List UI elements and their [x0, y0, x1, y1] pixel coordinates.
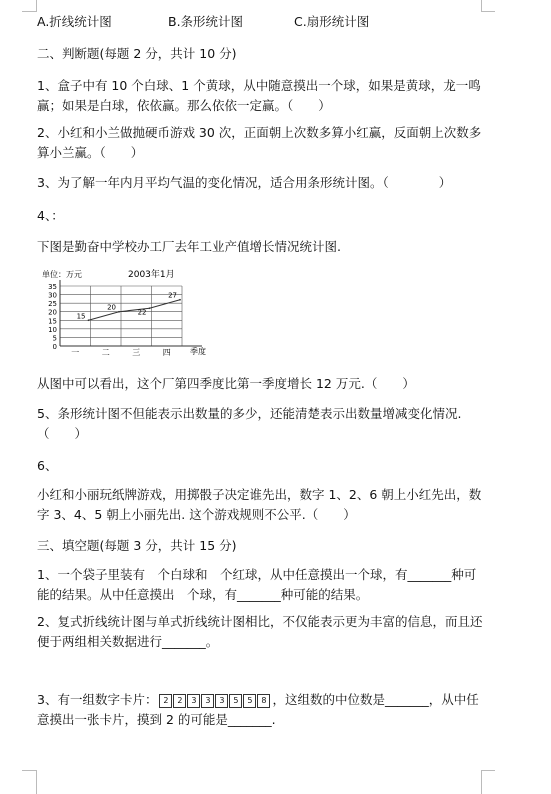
question-4-conclusion: 从图中可以看出，这个厂第四季度比第一季度增长 12 万元.（ ） [37, 376, 415, 391]
data-point [118, 311, 120, 313]
question-6: 小红和小丽玩纸牌游戏，用掷骰子决定谁先出，数字 1、2、6 朝上小红先出，数字 3、4、5 朝上小丽先出. 这个游戏规则不公平.（ ） [37, 487, 482, 522]
question-3: 3、为了解一年内月平均气温的变化情况，适合用条形统计图。（ ） [37, 175, 452, 190]
data-label: 20 [107, 303, 116, 312]
x-tick-label: 一 [71, 348, 80, 357]
fill-3-prefix: 3、有一组数字卡片： [37, 692, 158, 707]
section-3-title: 三、填空题(每题 3 分，共计 15 分) [37, 538, 237, 553]
y-tick-label: 5 [52, 334, 57, 343]
option-a: A.折线统计图 [37, 14, 112, 29]
data-label: 27 [168, 291, 177, 300]
number-card: 5 [243, 694, 256, 708]
chart-xlabel: 季度 [190, 347, 206, 356]
crop-mark [22, 770, 36, 771]
option-b: B.条形统计图 [168, 14, 244, 29]
crop-mark [481, 11, 495, 12]
number-card: 2 [173, 694, 186, 708]
question-2: 2、小红和小兰做抛硬币游戏 30 次，正面朝上次数多算小红赢，反面朝上次数多算小兰赢。（ ） [37, 125, 482, 160]
fill-3 [37, 690, 483, 730]
section-2-title: 二、判断题(每题 2 分，共计 10 分) [37, 46, 237, 61]
crop-mark [36, 0, 49, 12]
y-tick-label: 0 [52, 343, 57, 351]
number-card: 5 [229, 694, 242, 708]
fill-3-suffix: ，这组数的中位数是_______，从中任意摸出一张卡片，摸到 2 的可能是_______. [37, 692, 479, 727]
x-tick-label: 二 [101, 348, 110, 357]
number-cards [159, 694, 270, 708]
chart-points [77, 292, 181, 321]
number-card: 3 [215, 694, 228, 708]
crop-mark [22, 11, 36, 12]
chart-title: 2003年1月 [128, 270, 175, 280]
y-tick-label: 20 [48, 308, 57, 317]
line-chart [40, 266, 220, 362]
y-tick-label: 25 [48, 300, 57, 309]
fill-1: 1、一个袋子里装有 个白球和 个红球，从中任意摸出一个球，有_______种可能的结果。从中任意摸出 个球，有_______种可能的结果。 [37, 567, 477, 602]
series-line [89, 300, 181, 321]
x-tick-label: 三 [132, 348, 141, 357]
question-1: 1、盒子中有 10 个白球、1 个黄球，从中随意摸出一个球，如果是黄球，龙一鸣赢；如果是白球，依依赢。那么依依一定赢。（ ） [37, 78, 481, 113]
chart-y-ticks [48, 283, 57, 351]
data-label: 22 [137, 308, 147, 317]
question-4-intro: 下图是勤奋中学校办工厂去年工业产值增长情况统计图. [37, 239, 341, 254]
number-card: 3 [201, 694, 214, 708]
data-point [149, 307, 151, 309]
option-c: C.扇形统计图 [294, 14, 370, 29]
y-tick-label: 35 [48, 283, 57, 291]
number-card: 2 [159, 694, 172, 708]
chart-x-ticks [71, 348, 171, 357]
data-label: 15 [76, 312, 86, 321]
data-point [179, 299, 181, 301]
question-4-label: 4、： [37, 208, 64, 223]
number-card: 8 [257, 694, 270, 708]
y-tick-label: 15 [48, 317, 57, 326]
question-6-label: 6、 [37, 458, 58, 473]
question-5: 5、条形统计图不但能表示出数量的多少，还能清楚表示出数量增减变化情况.（ ） [37, 406, 462, 441]
crop-mark [36, 770, 49, 794]
fill-2: 2、复式折线统计图与单式折线统计图相比，不仅能表示更为丰富的信息，而且还便于两组相关数据进行_______。 [37, 614, 483, 649]
x-tick-label: 四 [162, 348, 171, 357]
chart-ylabel: 单位：万元 [42, 270, 82, 279]
y-tick-label: 30 [48, 291, 57, 300]
crop-mark [481, 770, 495, 771]
y-tick-label: 10 [48, 325, 57, 334]
number-card: 3 [187, 694, 200, 708]
data-point [88, 319, 90, 321]
crop-mark [481, 770, 494, 794]
